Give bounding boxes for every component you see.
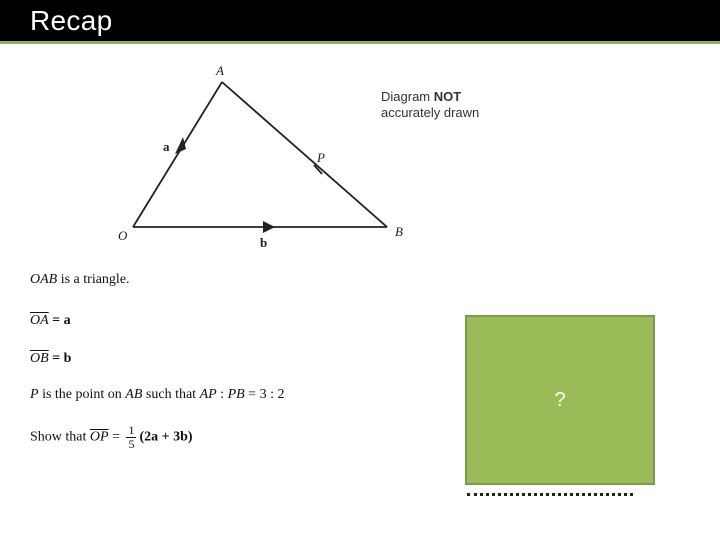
label-B: B	[395, 224, 403, 239]
arrow-b	[263, 221, 275, 233]
fraction-one-fifth: $\frac{1}{5}$	[128, 423, 135, 451]
vector-op: $\overline{OP}$	[89, 429, 109, 445]
label-O: O	[118, 228, 128, 243]
side-oa	[133, 82, 222, 227]
label-b: b	[260, 235, 268, 250]
diagram-note	[381, 89, 479, 121]
triangle-name: OAB	[30, 272, 58, 287]
vector-oa: $\overline{OA}$	[30, 313, 49, 328]
note-line2: accurately drawn	[381, 105, 480, 120]
question-line-1	[30, 272, 130, 288]
note-prefix: Diagram	[381, 89, 434, 104]
vector-ob: $\overline{OB}$	[30, 351, 49, 366]
line1-text: is a triangle.	[57, 272, 130, 287]
show-that-text: Show that	[30, 429, 90, 445]
line3-text: = b	[48, 351, 72, 366]
slide-title: Recap	[30, 5, 113, 36]
question-mark: ?	[554, 389, 566, 411]
side-ab	[222, 82, 387, 227]
triangle-diagram	[100, 55, 500, 260]
label-P: P	[317, 150, 325, 165]
arrow-a	[175, 137, 186, 154]
question-line-3	[30, 351, 71, 367]
label-A: A	[216, 63, 224, 78]
title-bar	[0, 0, 720, 44]
label-a: a	[163, 139, 170, 154]
line2-text: = a	[48, 313, 71, 328]
question-line-2	[30, 313, 71, 329]
point-p: P	[30, 387, 39, 402]
answer-line-dots	[467, 493, 633, 496]
expression: (2a + 3b)	[139, 429, 193, 445]
answer-box[interactable]	[465, 315, 655, 485]
note-not: NOT	[433, 89, 462, 104]
question-line-4: P is the point on AB such that AP : PB = 3 : 2	[30, 387, 285, 402]
question-line-5: Show that $\overline{OP}$ = $\frac{1}{5}$ (2a + 3b)	[30, 423, 193, 451]
